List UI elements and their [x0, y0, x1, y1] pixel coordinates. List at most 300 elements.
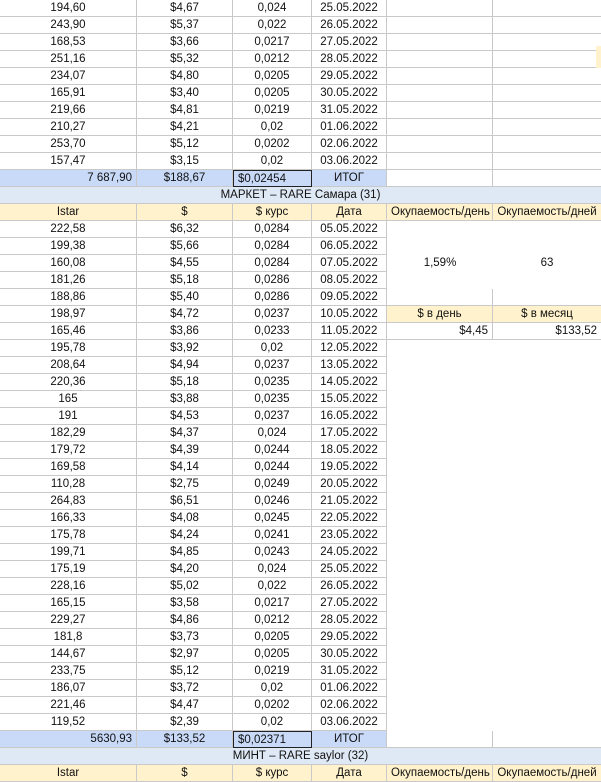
- istar-cell[interactable]: 186,07: [0, 680, 137, 697]
- empty-cell[interactable]: [493, 561, 601, 578]
- istar-cell[interactable]: 157,47: [0, 153, 137, 170]
- empty-cell[interactable]: [493, 510, 601, 527]
- usd-cell[interactable]: $2,97: [137, 646, 233, 663]
- total-row: [0, 731, 601, 748]
- rate-cell[interactable]: 0,0286: [233, 272, 312, 289]
- empty-cell[interactable]: [387, 340, 493, 357]
- empty-cell[interactable]: [493, 527, 601, 544]
- istar-cell[interactable]: 181,8: [0, 629, 137, 646]
- empty-cell[interactable]: [493, 102, 601, 119]
- empty-cell[interactable]: [387, 493, 493, 510]
- per-month-value[interactable]: $133,52: [493, 323, 601, 340]
- usd-cell[interactable]: $5,37: [137, 17, 233, 34]
- istar-cell[interactable]: 234,07: [0, 68, 137, 85]
- istar-cell[interactable]: 243,90: [0, 17, 137, 34]
- table-row: [0, 340, 601, 357]
- usd-cell[interactable]: $5,12: [137, 136, 233, 153]
- empty-cell[interactable]: [493, 646, 601, 663]
- date-cell[interactable]: 26.05.2022: [312, 17, 387, 34]
- rate-cell[interactable]: 0,022: [233, 17, 312, 34]
- table-row: [0, 153, 601, 170]
- table-row: [0, 85, 601, 102]
- date-cell[interactable]: 27.05.2022: [312, 34, 387, 51]
- date-cell[interactable]: 25.05.2022: [312, 561, 387, 578]
- section-banner: [0, 748, 601, 765]
- table-row: [0, 323, 601, 340]
- empty-cell[interactable]: [387, 459, 493, 476]
- empty-cell[interactable]: [387, 272, 493, 289]
- date-cell[interactable]: 15.05.2022: [312, 391, 387, 408]
- empty-cell[interactable]: [387, 680, 493, 697]
- istar-cell[interactable]: 221,46: [0, 697, 137, 714]
- date-cell[interactable]: 02.06.2022: [312, 136, 387, 153]
- empty-cell[interactable]: [387, 578, 493, 595]
- empty-cell[interactable]: [387, 612, 493, 629]
- istar-cell[interactable]: 195,78: [0, 340, 137, 357]
- usd-cell[interactable]: $4,81: [137, 102, 233, 119]
- usd-cell[interactable]: $4,37: [137, 425, 233, 442]
- total-label-cell[interactable]: ИТОГ: [312, 170, 387, 187]
- istar-cell[interactable]: 222,58: [0, 221, 137, 238]
- per-month-label[interactable]: $ в месяц: [493, 306, 601, 323]
- date-cell[interactable]: 26.05.2022: [312, 578, 387, 595]
- rate-cell[interactable]: 0,0284: [233, 221, 312, 238]
- empty-cell[interactable]: [493, 238, 601, 255]
- usd-cell[interactable]: $4,94: [137, 357, 233, 374]
- table-row: [0, 289, 601, 306]
- istar-cell[interactable]: 191: [0, 408, 137, 425]
- empty-cell[interactable]: [493, 272, 601, 289]
- date-cell[interactable]: 31.05.2022: [312, 102, 387, 119]
- total-istar-cell[interactable]: 7 687,90: [0, 170, 137, 187]
- total-label-cell[interactable]: ИТОГ: [312, 731, 387, 748]
- istar-cell[interactable]: 175,78: [0, 527, 137, 544]
- empty-cell[interactable]: [493, 612, 601, 629]
- rate-cell[interactable]: 0,024: [233, 0, 312, 17]
- date-cell[interactable]: 20.05.2022: [312, 476, 387, 493]
- table-row: [0, 357, 601, 374]
- usd-cell[interactable]: $3,58: [137, 595, 233, 612]
- istar-cell[interactable]: 182,29: [0, 425, 137, 442]
- istar-cell[interactable]: 165,46: [0, 323, 137, 340]
- istar-cell[interactable]: 160,08: [0, 255, 137, 272]
- rate-cell[interactable]: 0,0244: [233, 442, 312, 459]
- date-cell[interactable]: 28.05.2022: [312, 51, 387, 68]
- date-cell[interactable]: 30.05.2022: [312, 646, 387, 663]
- empty-cell[interactable]: [387, 697, 493, 714]
- table-row: [0, 527, 601, 544]
- date-cell[interactable]: 17.05.2022: [312, 425, 387, 442]
- date-cell[interactable]: 27.05.2022: [312, 595, 387, 612]
- istar-cell[interactable]: 219,66: [0, 102, 137, 119]
- empty-cell[interactable]: [493, 51, 601, 68]
- column-header[interactable]: Дата: [312, 765, 387, 782]
- rate-cell[interactable]: 0,0233: [233, 323, 312, 340]
- empty-cell[interactable]: [387, 561, 493, 578]
- table-row: [0, 51, 601, 68]
- empty-cell[interactable]: [387, 595, 493, 612]
- date-cell[interactable]: 06.05.2022: [312, 238, 387, 255]
- date-cell[interactable]: 14.05.2022: [312, 374, 387, 391]
- empty-cell[interactable]: [493, 34, 601, 51]
- date-cell[interactable]: 01.06.2022: [312, 119, 387, 136]
- istar-cell[interactable]: 169,58: [0, 459, 137, 476]
- istar-cell[interactable]: 165: [0, 391, 137, 408]
- usd-cell[interactable]: $3,88: [137, 391, 233, 408]
- istar-cell[interactable]: 166,33: [0, 510, 137, 527]
- istar-cell[interactable]: 119,52: [0, 714, 137, 731]
- usd-cell[interactable]: $4,08: [137, 510, 233, 527]
- table-row: [0, 425, 601, 442]
- date-cell[interactable]: 23.05.2022: [312, 527, 387, 544]
- usd-cell[interactable]: $4,39: [137, 442, 233, 459]
- rate-cell[interactable]: 0,024: [233, 561, 312, 578]
- empty-cell[interactable]: [493, 629, 601, 646]
- usd-cell[interactable]: $3,66: [137, 34, 233, 51]
- date-cell[interactable]: 12.05.2022: [312, 340, 387, 357]
- empty-cell[interactable]: [493, 578, 601, 595]
- istar-cell[interactable]: 199,38: [0, 238, 137, 255]
- usd-cell[interactable]: $5,18: [137, 272, 233, 289]
- empty-cell[interactable]: [493, 289, 601, 306]
- header-row: [0, 765, 601, 782]
- empty-cell[interactable]: [387, 527, 493, 544]
- istar-cell[interactable]: 165,91: [0, 85, 137, 102]
- empty-cell[interactable]: [387, 510, 493, 527]
- rate-cell[interactable]: 0,0205: [233, 85, 312, 102]
- table-row: [0, 578, 601, 595]
- istar-cell[interactable]: 194,60: [0, 0, 137, 17]
- date-cell[interactable]: 29.05.2022: [312, 68, 387, 85]
- usd-cell[interactable]: $3,40: [137, 85, 233, 102]
- istar-cell[interactable]: 165,15: [0, 595, 137, 612]
- rate-cell[interactable]: 0,022: [233, 578, 312, 595]
- date-cell[interactable]: 18.05.2022: [312, 442, 387, 459]
- empty-cell[interactable]: [387, 85, 493, 102]
- empty-cell[interactable]: [493, 408, 601, 425]
- date-cell[interactable]: 11.05.2022: [312, 323, 387, 340]
- column-header[interactable]: Istar: [0, 765, 137, 782]
- total-usd-cell[interactable]: $188,67: [137, 170, 233, 187]
- empty-cell[interactable]: [493, 731, 601, 748]
- istar-cell[interactable]: 199,71: [0, 544, 137, 561]
- rate-cell[interactable]: 0,02: [233, 153, 312, 170]
- rate-cell[interactable]: 0,0202: [233, 136, 312, 153]
- rate-cell[interactable]: 0,0205: [233, 646, 312, 663]
- section-title: МИНТ – RARE saylor (32): [0, 748, 601, 765]
- istar-cell[interactable]: 253,70: [0, 136, 137, 153]
- empty-cell[interactable]: [493, 119, 601, 136]
- usd-cell[interactable]: $4,21: [137, 119, 233, 136]
- empty-cell[interactable]: [387, 68, 493, 85]
- column-header[interactable]: Окупаемость/дней: [493, 204, 601, 221]
- date-cell[interactable]: 08.05.2022: [312, 272, 387, 289]
- date-cell[interactable]: 25.05.2022: [312, 0, 387, 17]
- table-row: [0, 629, 601, 646]
- empty-cell[interactable]: [493, 595, 601, 612]
- column-header[interactable]: Окупаемость/дней: [493, 765, 601, 782]
- usd-cell[interactable]: $4,20: [137, 561, 233, 578]
- rate-cell[interactable]: 0,0219: [233, 663, 312, 680]
- column-header[interactable]: Istar: [0, 204, 137, 221]
- empty-cell[interactable]: [493, 714, 601, 731]
- usd-cell[interactable]: $5,40: [137, 289, 233, 306]
- table-row: [0, 102, 601, 119]
- istar-cell[interactable]: 188,86: [0, 289, 137, 306]
- empty-cell[interactable]: [493, 442, 601, 459]
- table-row: [0, 17, 601, 34]
- usd-cell[interactable]: $5,02: [137, 578, 233, 595]
- empty-cell[interactable]: [493, 476, 601, 493]
- empty-cell[interactable]: [493, 221, 601, 238]
- rate-cell[interactable]: 0,0219: [233, 102, 312, 119]
- payback-days-value[interactable]: 63: [540, 257, 554, 269]
- empty-cell[interactable]: [493, 680, 601, 697]
- istar-cell[interactable]: 210,27: [0, 119, 137, 136]
- table-row: [0, 119, 601, 136]
- date-cell[interactable]: 07.05.2022: [312, 255, 387, 272]
- date-cell[interactable]: 24.05.2022: [312, 544, 387, 561]
- total-usd-cell[interactable]: $133,52: [137, 731, 233, 748]
- column-header[interactable]: $ курс: [233, 204, 312, 221]
- empty-cell[interactable]: [387, 629, 493, 646]
- total-rate-cell[interactable]: $0,02454: [233, 170, 312, 187]
- empty-cell[interactable]: [387, 544, 493, 561]
- per-day-value[interactable]: $4,45: [387, 323, 493, 340]
- empty-cell[interactable]: [387, 646, 493, 663]
- rate-cell[interactable]: 0,0217: [233, 595, 312, 612]
- empty-cell[interactable]: [387, 391, 493, 408]
- rate-cell[interactable]: 0,0246: [233, 493, 312, 510]
- usd-cell[interactable]: $4,53: [137, 408, 233, 425]
- empty-cell[interactable]: [387, 170, 493, 187]
- empty-cell[interactable]: [493, 0, 601, 17]
- empty-cell[interactable]: [387, 136, 493, 153]
- table-row: [0, 459, 601, 476]
- rate-cell[interactable]: 0,0237: [233, 357, 312, 374]
- istar-cell[interactable]: 264,83: [0, 493, 137, 510]
- payback-day-value[interactable]: 1,59%: [423, 257, 457, 269]
- empty-cell[interactable]: [387, 442, 493, 459]
- usd-cell[interactable]: $4,80: [137, 68, 233, 85]
- rate-cell[interactable]: 0,0284: [233, 255, 312, 272]
- empty-cell[interactable]: [387, 221, 493, 238]
- empty-cell[interactable]: [387, 476, 493, 493]
- column-header[interactable]: $: [137, 765, 233, 782]
- empty-cell[interactable]: [387, 0, 493, 17]
- rate-cell[interactable]: 0,0243: [233, 544, 312, 561]
- table-row: [0, 612, 601, 629]
- usd-cell[interactable]: $4,85: [137, 544, 233, 561]
- usd-cell[interactable]: $3,72: [137, 680, 233, 697]
- empty-cell[interactable]: [387, 374, 493, 391]
- table-row: [0, 0, 601, 17]
- empty-cell[interactable]: [493, 170, 601, 187]
- usd-cell[interactable]: $4,47: [137, 697, 233, 714]
- empty-cell[interactable]: [493, 374, 601, 391]
- total-rate-cell[interactable]: $0,02371: [233, 731, 312, 748]
- column-header[interactable]: Окупаемость/день: [387, 204, 493, 221]
- column-header[interactable]: Окупаемость/день: [387, 765, 493, 782]
- table-row: [0, 680, 601, 697]
- date-cell[interactable]: 05.05.2022: [312, 221, 387, 238]
- date-cell[interactable]: 21.05.2022: [312, 493, 387, 510]
- empty-cell[interactable]: [387, 51, 493, 68]
- date-cell[interactable]: 22.05.2022: [312, 510, 387, 527]
- usd-cell[interactable]: $4,55: [137, 255, 233, 272]
- date-cell[interactable]: 19.05.2022: [312, 459, 387, 476]
- empty-cell[interactable]: [387, 663, 493, 680]
- date-cell[interactable]: 16.05.2022: [312, 408, 387, 425]
- usd-cell[interactable]: $5,12: [137, 663, 233, 680]
- rate-cell[interactable]: 0,0249: [233, 476, 312, 493]
- rate-cell[interactable]: 0,0284: [233, 238, 312, 255]
- usd-cell[interactable]: $6,32: [137, 221, 233, 238]
- table-row: [0, 663, 601, 680]
- istar-cell[interactable]: 179,72: [0, 442, 137, 459]
- column-header[interactable]: Дата: [312, 204, 387, 221]
- usd-cell[interactable]: $5,32: [137, 51, 233, 68]
- empty-cell[interactable]: [387, 34, 493, 51]
- empty-cell[interactable]: [493, 663, 601, 680]
- rate-cell[interactable]: 0,0245: [233, 510, 312, 527]
- istar-cell[interactable]: 208,64: [0, 357, 137, 374]
- istar-cell[interactable]: 175,19: [0, 561, 137, 578]
- empty-cell[interactable]: [387, 17, 493, 34]
- table-row: [0, 510, 601, 527]
- rate-cell[interactable]: 0,0244: [233, 459, 312, 476]
- empty-cell[interactable]: [493, 493, 601, 510]
- rate-cell[interactable]: 0,02: [233, 340, 312, 357]
- usd-cell[interactable]: $5,18: [137, 374, 233, 391]
- date-cell[interactable]: 28.05.2022: [312, 612, 387, 629]
- table-row: [0, 255, 601, 272]
- empty-cell[interactable]: [387, 408, 493, 425]
- empty-cell[interactable]: [493, 68, 601, 85]
- table-row: [0, 646, 601, 663]
- table-row: [0, 391, 601, 408]
- rate-cell[interactable]: 0,0237: [233, 306, 312, 323]
- usd-cell[interactable]: $2,39: [137, 714, 233, 731]
- usd-cell[interactable]: $5,66: [137, 238, 233, 255]
- empty-cell[interactable]: [387, 357, 493, 374]
- empty-cell[interactable]: [493, 697, 601, 714]
- empty-cell[interactable]: [493, 153, 601, 170]
- column-header[interactable]: $ курс: [233, 765, 312, 782]
- usd-cell[interactable]: $4,72: [137, 306, 233, 323]
- istar-cell[interactable]: 229,27: [0, 612, 137, 629]
- empty-cell[interactable]: [387, 714, 493, 731]
- usd-cell[interactable]: $6,51: [137, 493, 233, 510]
- empty-cell[interactable]: [387, 119, 493, 136]
- empty-cell[interactable]: [493, 391, 601, 408]
- table-row: [0, 697, 601, 714]
- istar-cell[interactable]: 181,26: [0, 272, 137, 289]
- date-cell[interactable]: 10.05.2022: [312, 306, 387, 323]
- total-istar-cell[interactable]: 5630,93: [0, 731, 137, 748]
- column-header[interactable]: $: [137, 204, 233, 221]
- empty-cell[interactable]: [387, 153, 493, 170]
- date-cell[interactable]: 09.05.2022: [312, 289, 387, 306]
- empty-cell[interactable]: [387, 425, 493, 442]
- istar-cell[interactable]: 233,75: [0, 663, 137, 680]
- empty-cell[interactable]: [493, 340, 601, 357]
- istar-cell[interactable]: 198,97: [0, 306, 137, 323]
- rate-cell[interactable]: 0,0235: [233, 391, 312, 408]
- istar-cell[interactable]: 251,16: [0, 51, 137, 68]
- table-row: [0, 272, 601, 289]
- rate-cell[interactable]: 0,0205: [233, 629, 312, 646]
- date-cell[interactable]: 01.06.2022: [312, 680, 387, 697]
- table-row: [0, 595, 601, 612]
- table-row: [0, 544, 601, 561]
- istar-cell[interactable]: 110,28: [0, 476, 137, 493]
- usd-cell[interactable]: $3,15: [137, 153, 233, 170]
- total-row: [0, 170, 601, 187]
- rate-cell[interactable]: 0,0237: [233, 408, 312, 425]
- usd-cell[interactable]: $4,86: [137, 612, 233, 629]
- empty-cell[interactable]: [493, 357, 601, 374]
- empty-cell[interactable]: [493, 17, 601, 34]
- usd-cell[interactable]: $3,86: [137, 323, 233, 340]
- rate-cell[interactable]: 0,0212: [233, 51, 312, 68]
- date-cell[interactable]: 29.05.2022: [312, 629, 387, 646]
- empty-cell[interactable]: [493, 85, 601, 102]
- table-row: [0, 493, 601, 510]
- rate-cell[interactable]: 0,0217: [233, 34, 312, 51]
- rate-cell[interactable]: 0,0286: [233, 289, 312, 306]
- empty-cell[interactable]: [387, 238, 493, 255]
- rate-cell[interactable]: 0,0205: [233, 68, 312, 85]
- table-row: [0, 34, 601, 51]
- usd-cell[interactable]: $3,73: [137, 629, 233, 646]
- per-day-label[interactable]: $ в день: [387, 306, 493, 323]
- table-row: [0, 714, 601, 731]
- rate-cell[interactable]: 0,02: [233, 680, 312, 697]
- empty-cell[interactable]: [493, 459, 601, 476]
- empty-cell[interactable]: [387, 289, 493, 306]
- usd-cell[interactable]: $4,14: [137, 459, 233, 476]
- date-cell[interactable]: 03.06.2022: [312, 153, 387, 170]
- usd-cell[interactable]: $4,67: [137, 0, 233, 17]
- istar-cell[interactable]: 168,53: [0, 34, 137, 51]
- date-cell[interactable]: 13.05.2022: [312, 357, 387, 374]
- empty-cell[interactable]: [387, 102, 493, 119]
- usd-cell[interactable]: $2,75: [137, 476, 233, 493]
- rate-cell[interactable]: 0,02: [233, 119, 312, 136]
- usd-cell[interactable]: $4,24: [137, 527, 233, 544]
- date-cell[interactable]: 30.05.2022: [312, 85, 387, 102]
- rate-cell[interactable]: 0,024: [233, 425, 312, 442]
- rate-cell[interactable]: 0,0212: [233, 612, 312, 629]
- date-cell[interactable]: 03.06.2022: [312, 714, 387, 731]
- empty-cell[interactable]: [493, 425, 601, 442]
- empty-cell[interactable]: [493, 544, 601, 561]
- istar-cell[interactable]: 144,67: [0, 646, 137, 663]
- date-cell[interactable]: 31.05.2022: [312, 663, 387, 680]
- empty-cell[interactable]: [493, 136, 601, 153]
- rate-cell[interactable]: 0,0202: [233, 697, 312, 714]
- istar-cell[interactable]: 228,16: [0, 578, 137, 595]
- rate-cell[interactable]: 0,0235: [233, 374, 312, 391]
- istar-cell[interactable]: 220,36: [0, 374, 137, 391]
- rate-cell[interactable]: 0,02: [233, 714, 312, 731]
- usd-cell[interactable]: $3,92: [137, 340, 233, 357]
- date-cell[interactable]: 02.06.2022: [312, 697, 387, 714]
- section-title: МАРКЕТ – RARE Самара (31): [0, 187, 601, 204]
- rate-cell[interactable]: 0,0241: [233, 527, 312, 544]
- empty-cell[interactable]: [387, 731, 493, 748]
